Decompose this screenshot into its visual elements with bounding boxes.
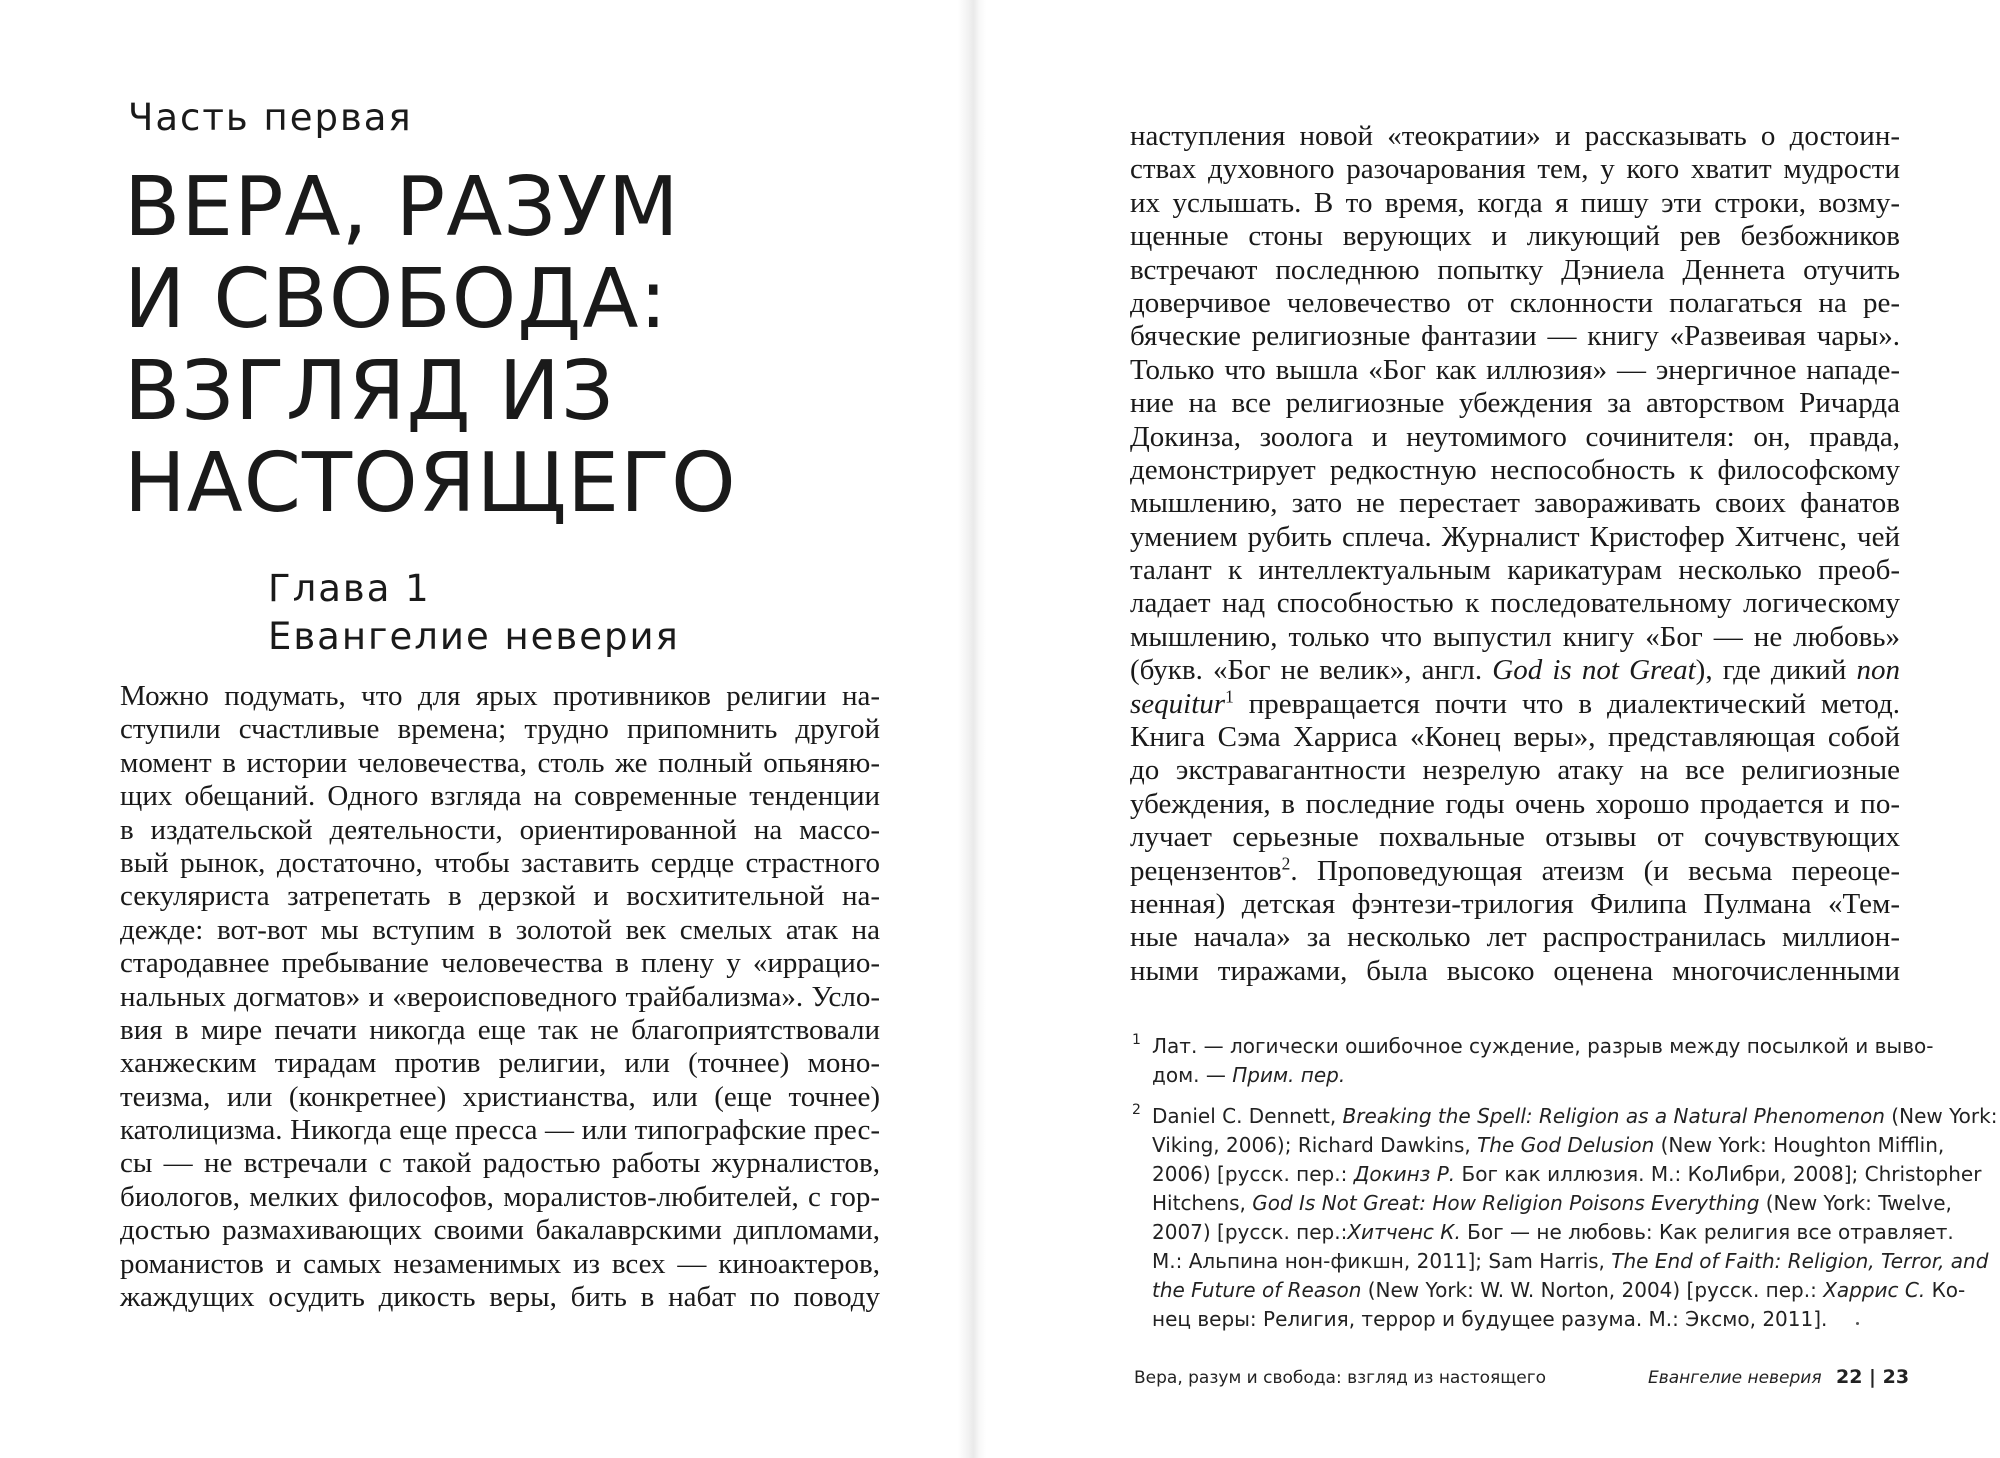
text-line: наступления новой «теократии» и рассказывать о достоин-	[1130, 120, 1900, 152]
text-line: вый рынок, достаточно, чтобы заставить сердце страстного	[120, 846, 880, 879]
part-title	[124, 162, 737, 530]
text-line: ние на все религиозные убеждения за авторством Ричарда	[1130, 387, 1900, 420]
text-line: в издательской деятельности, ориентированной на массо-	[120, 813, 880, 846]
text-run: дом. —	[1152, 1063, 1233, 1087]
text-line: Только что вышла «Бог как иллюзия» — энергичное нападе-	[1130, 353, 1900, 386]
footnote-1	[1132, 1032, 1934, 1090]
footnote-mark: 2	[1132, 1102, 1141, 1118]
text-run: ), где дикий	[1695, 654, 1857, 687]
italic-note: Прим. пер.	[1232, 1063, 1346, 1087]
italic-title: God is not Great	[1492, 654, 1696, 687]
text-line: стародавнее пребывание человечества в плену у «иррацио-	[120, 947, 880, 980]
text-run: Ко-	[1925, 1278, 1966, 1302]
print-speck	[1856, 1322, 1859, 1325]
part-title-line: И СВОБОДА:	[124, 252, 669, 347]
text-run: (New York: Houghton Mifflin,	[1654, 1133, 1945, 1157]
part-title-line: ВЕРА, РАЗУМ	[124, 160, 680, 255]
text-run: 2007) [русск. пер.:	[1152, 1220, 1348, 1244]
part-title-line: НАСТОЯЩЕГО	[124, 436, 737, 531]
chapter-title: Евангелие неверия	[268, 615, 680, 658]
footnote-mark: 1	[1132, 1032, 1141, 1048]
text-line: католицизма. Никогда еще пресса — или типографские прес-	[120, 1114, 880, 1147]
text-line: вия в мире печати никогда еще так не благоприятствовали	[120, 1013, 880, 1046]
text-line: биологов, мелких философов, моралистов-любителей, с гор-	[120, 1180, 880, 1213]
left-page	[0, 0, 958, 1458]
footnote-line	[1152, 1276, 1966, 1305]
text-line: секуляриста затрепетать в дерзкой и восхитительной на-	[120, 880, 880, 913]
text-line	[1130, 852, 1900, 888]
text-run: . Проповедующая атеизм (и весьма переоце-	[1290, 854, 1900, 887]
page-gutter	[958, 0, 986, 1458]
text-line: ненная) детская фэнтези-трилогия Филипа Пулмана «Тем-	[1130, 887, 1900, 920]
text-line: лучает серьезные похвальные отзывы от сочувствующих	[1130, 821, 1900, 854]
text-line: встречают последнюю попытку Дэниела Деннета отучить	[1130, 253, 1900, 286]
text-line: дежде: вот-вот мы вступим в золотой век смелых атак на	[120, 913, 880, 946]
text-line: ные начала» за несколько лет распространилась миллион-	[1130, 921, 1900, 954]
italic-term: sequitur	[1130, 687, 1226, 720]
text-line: Можно подумать, что для ярых противников религии на-	[120, 680, 880, 712]
footnotes	[1132, 1032, 1998, 1346]
footnote-line	[1152, 1218, 1954, 1247]
text-run: 2006) [русск. пер.:	[1152, 1162, 1354, 1186]
text-line: достью размахивающих своими бакалаврскими дипломами,	[120, 1214, 880, 1247]
text-line	[1130, 654, 1900, 687]
text-line: мышлению, только что выпустил книгу «Бог — не любовь»	[1130, 620, 1900, 653]
text-line: Книга Сэма Харриса «Конец веры», представляющая собой	[1130, 721, 1900, 754]
text-line: талант к интеллектуальным карикатурам несколько преоб-	[1130, 554, 1900, 587]
chapter-number: Глава 1	[268, 567, 431, 610]
text-line: ступили счастливые времена; трудно припомнить другой	[120, 713, 880, 746]
part-title-line: ВЗГЛЯД ИЗ	[124, 344, 615, 439]
text-line: щенные стоны верующих и ликующий рев безбожников	[1130, 220, 1900, 253]
text-line: до экстравагантности незрелую атаку на все религиозные	[1130, 754, 1900, 787]
italic-author: Хитченс К.	[1347, 1220, 1461, 1244]
footnote-ref[interactable]: 2	[1281, 852, 1291, 873]
right-body-text	[1130, 120, 1900, 988]
text-line: жаждущих осудить дикость веры, бить в набат по поводу	[120, 1281, 880, 1314]
text-line	[1130, 685, 1900, 721]
text-run: Hitchens,	[1152, 1191, 1253, 1215]
italic-term: non	[1856, 654, 1900, 687]
text-run: (букв. «Бог не велик», англ.	[1130, 654, 1493, 687]
italic-author: Харрис С.	[1823, 1278, 1926, 1302]
italic-title: Breaking the Spell: Religion as a Natural Phenomenon	[1342, 1104, 1885, 1128]
text-run: превращается почти что в диалектический метод.	[1233, 687, 1900, 720]
italic-title: The God Delusion	[1477, 1133, 1655, 1157]
running-footer-book-title: Вера, разум и свобода: взгляд из настоящего	[1134, 1368, 1547, 1388]
left-body-text	[120, 680, 880, 1314]
footnote-line	[1152, 1160, 1982, 1189]
text-line: их услышать. В то время, когда я пишу эти строки, возму-	[1130, 186, 1900, 219]
footnote-line	[1152, 1102, 1998, 1131]
text-line: доверчивое человечество от склонности полагаться на ре-	[1130, 286, 1900, 319]
text-run: Бог — не любовь: Как религия все отравляет.	[1460, 1220, 1954, 1244]
text-line: щих обещаний. Одного взгляда на современные тенденции	[120, 780, 880, 813]
text-line: ладает над способностью к последовательному логическому	[1130, 587, 1900, 620]
footnote-ref[interactable]: 1	[1225, 685, 1234, 706]
part-label: Часть первая	[128, 96, 413, 139]
text-line: ханжеским тирадам против религии, или (точнее) моно-	[120, 1047, 880, 1080]
text-line: мышлению, зато не перестает завораживать своих фанатов	[1130, 487, 1900, 520]
italic-title: God Is Not Great: How Religion Poisons Everything	[1252, 1191, 1760, 1215]
text-line: ствах духовного разочарования тем, у кого хватит мудрости	[1130, 153, 1900, 186]
text-line: умением рубить сплеча. Журналист Кристофер Хитченс, чей	[1130, 520, 1900, 553]
footnote-line: нец веры: Религия, террор и будущее разума. М.: Эксмо, 2011].	[1152, 1307, 1828, 1331]
text-line: теизма, или (конкретнее) христианства, или (еще точнее)	[120, 1080, 880, 1113]
italic-author: Докинз Р.	[1353, 1162, 1456, 1186]
text-run: (New York:	[1884, 1104, 1998, 1128]
text-line: бяческие религиозные фантазии — книгу «Развеивая чары».	[1130, 320, 1900, 353]
text-run: Бог как иллюзия. М.: КоЛибри, 2008]; Christopher	[1455, 1162, 1982, 1186]
text-run: (New York: W. W. Norton, 2004) [русск. пер.:	[1361, 1278, 1824, 1302]
text-line: нальных догматов» и «вероисповедного трайбализма». Усло-	[120, 980, 880, 1013]
text-run: рецензентов	[1130, 854, 1282, 887]
footnote-line	[1152, 1247, 1989, 1276]
text-line: сы — не встречали с такой радостью работы журналистов,	[120, 1147, 880, 1180]
text-line: ными тиражами, была высоко оценена многочисленными	[1130, 954, 1900, 987]
footnote-line	[1152, 1131, 1945, 1160]
text-run: М.: Альпина нон-фикшн, 2011]; Sam Harris,	[1152, 1249, 1612, 1273]
footnote-line	[1152, 1061, 1902, 1090]
italic-title: the Future of Reason	[1152, 1278, 1362, 1302]
text-line: Докинза, зоолога и неутомимого сочинителя: он, правда,	[1130, 420, 1900, 453]
text-run: Daniel C. Dennett,	[1152, 1104, 1343, 1128]
text-run: Viking, 2006); Richard Dawkins,	[1152, 1133, 1478, 1157]
chapter-heading	[268, 565, 680, 661]
running-footer-chapter: Евангелие неверия	[1648, 1368, 1822, 1388]
text-line: момент в истории человечества, столь же полный опьяняю-	[120, 746, 880, 779]
footnote-line: Лат. — логически ошибочное суждение, разрыв между посылкой и выво-	[1152, 1034, 1934, 1058]
italic-title: The End of Faith: Religion, Terror, and	[1611, 1249, 1989, 1273]
text-line: демонстрирует редкостную неспособность к философскому	[1130, 453, 1900, 486]
page-numbers: 22 | 23	[1836, 1366, 1910, 1388]
text-line: романистов и самых незаменимых из всех — киноактеров,	[120, 1247, 880, 1280]
footnote-2	[1132, 1102, 1998, 1334]
text-run: (New York: Twelve,	[1759, 1191, 1952, 1215]
footnote-line	[1152, 1189, 1952, 1218]
text-line: убеждения, в последние годы очень хорошо продается и по-	[1130, 787, 1900, 820]
